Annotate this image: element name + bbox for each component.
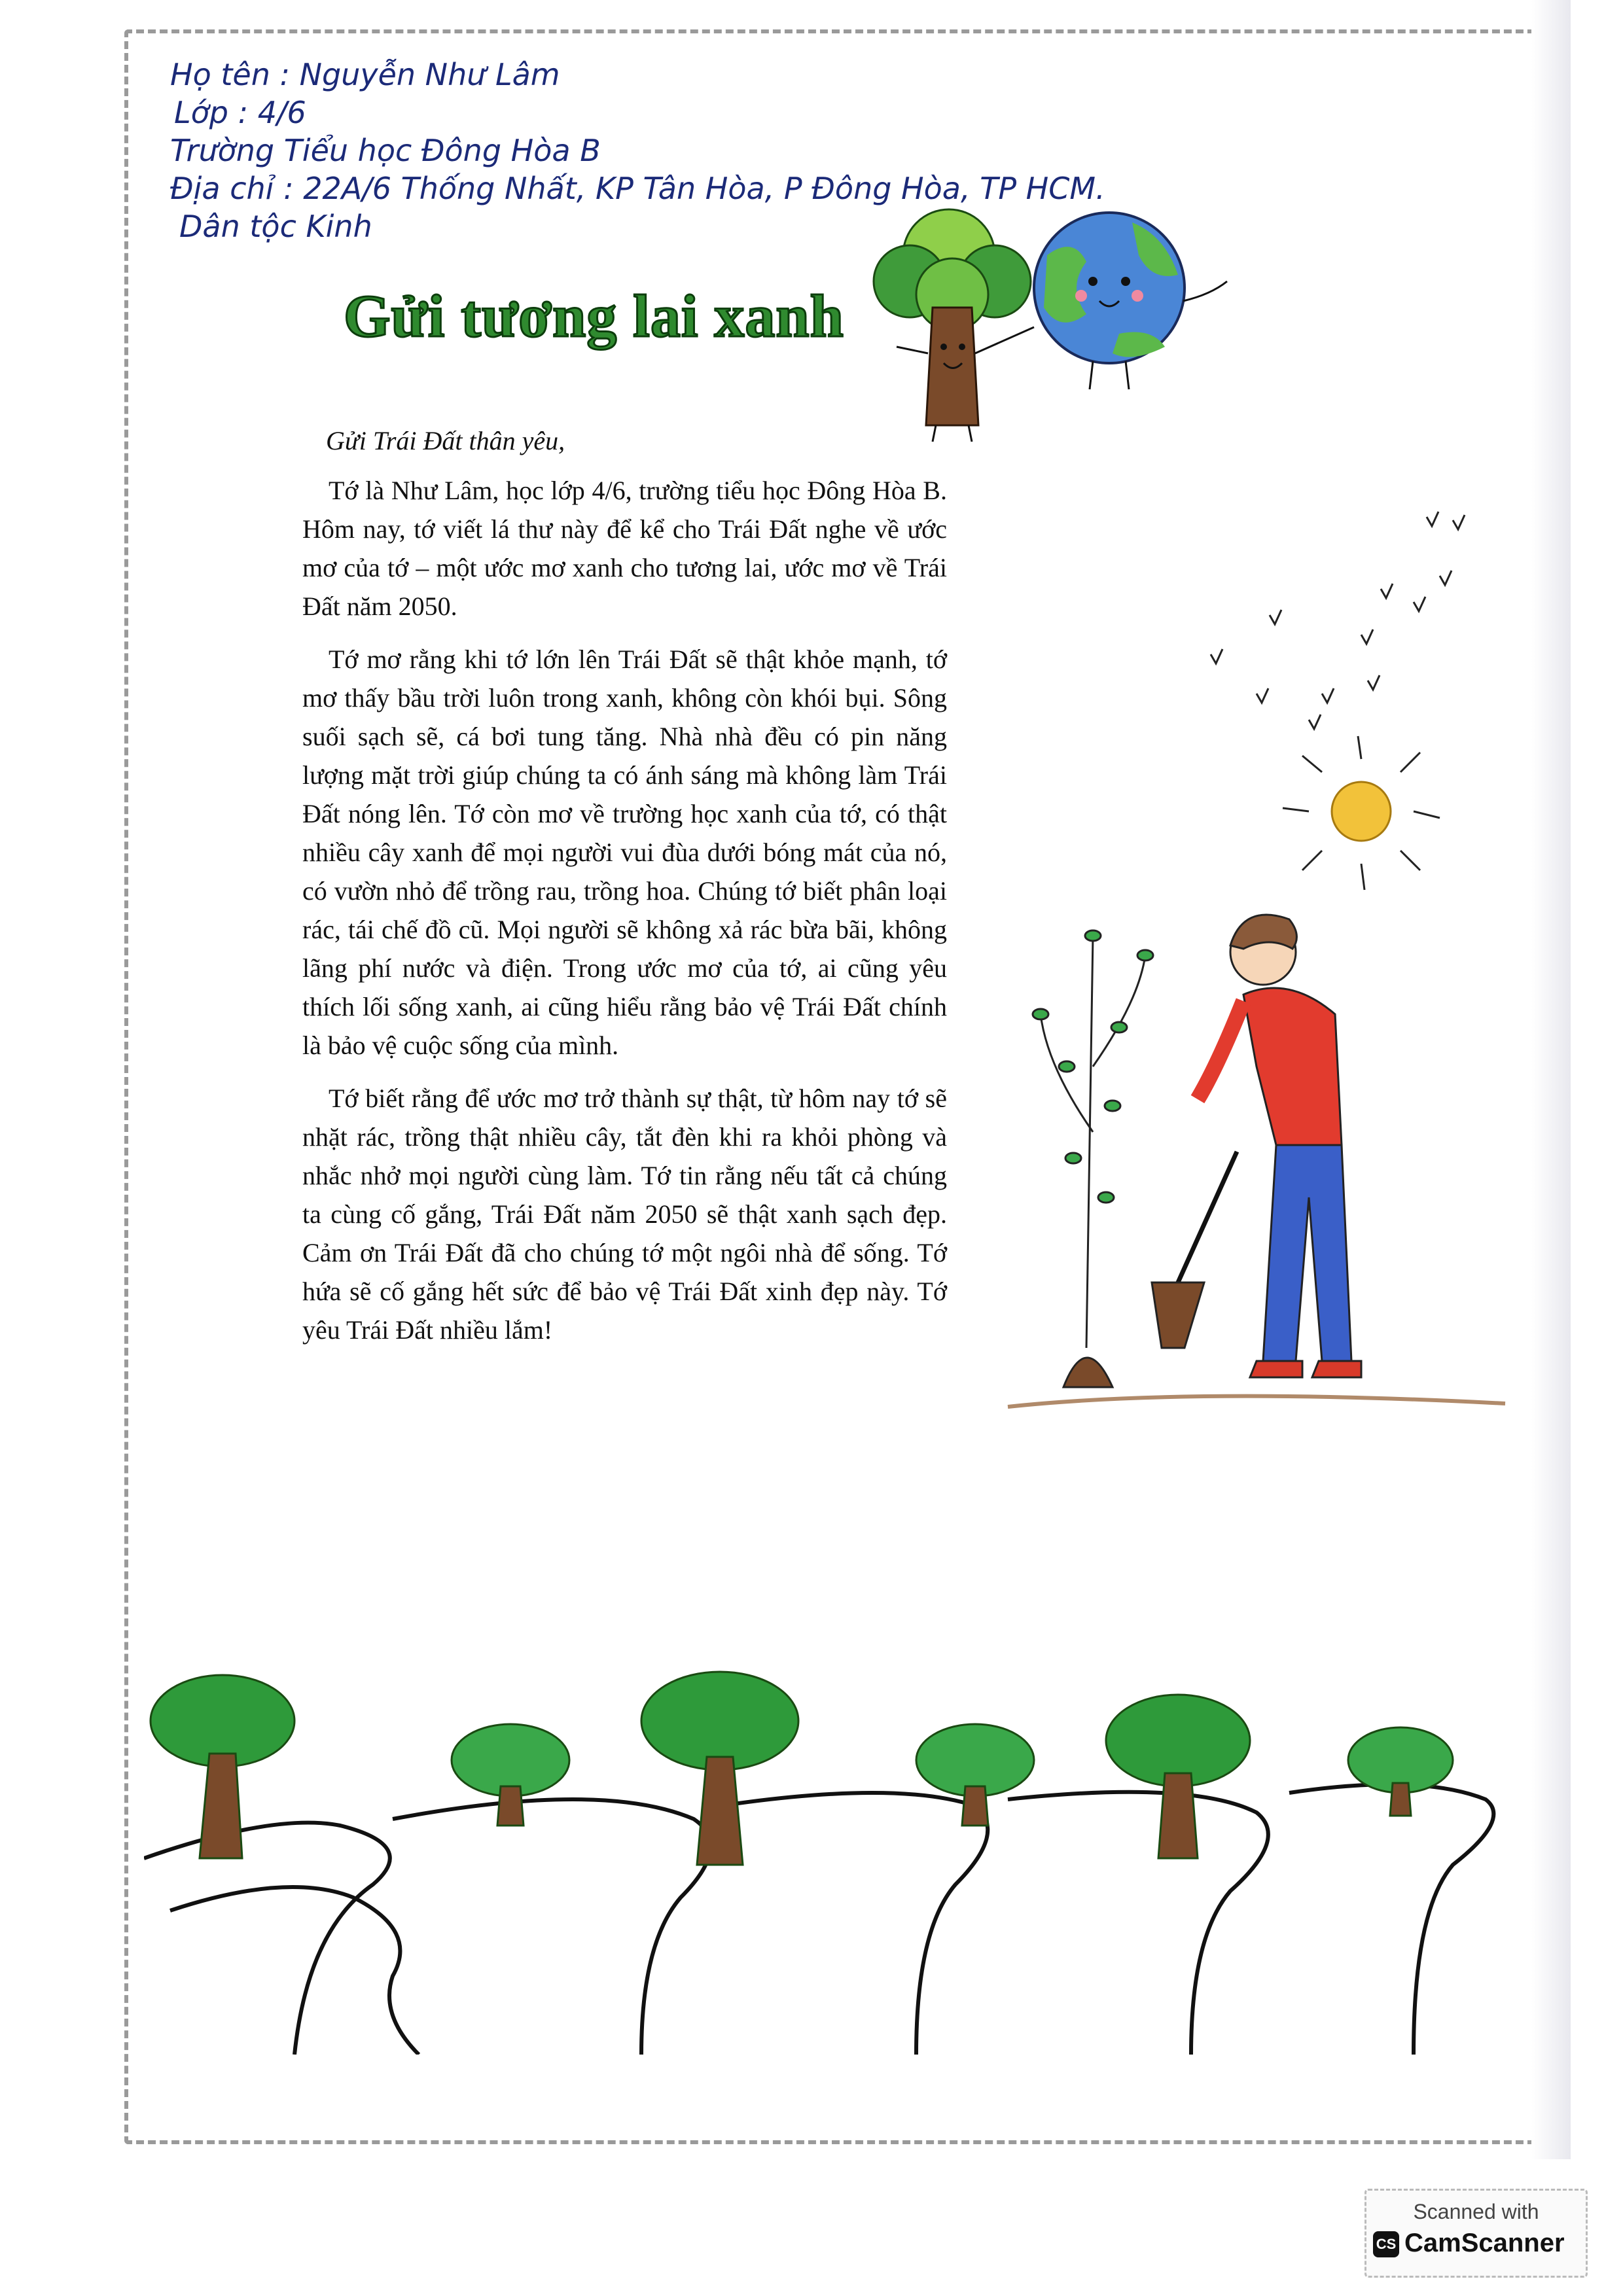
landscape-trees-roads-illustration bbox=[144, 1649, 1525, 2055]
landscape-tree-icon bbox=[151, 1675, 294, 1858]
landscape-tree-icon bbox=[641, 1672, 798, 1865]
student-address: Địa chỉ : 22A/6 Thống Nhất, KP Tân Hòa, P Đông Hòa, TP HCM. bbox=[170, 171, 1105, 206]
scan-edge-shadow bbox=[1531, 0, 1571, 2159]
camscanner-watermark bbox=[1364, 2189, 1588, 2278]
student-class: Lớp : 4/6 bbox=[174, 95, 306, 130]
letter-body bbox=[302, 471, 947, 1364]
watermark-caption: Scanned with bbox=[1413, 2200, 1539, 2223]
paragraph-3: Tớ biết rằng để ước mơ trở thành sự thật, từ hôm nay tớ sẽ nhặt rác, trồng thật nhiều cây, tắt đèn khi ra khỏi phòng và nhắc nhở mọi người cùng làm. Tớ tin rằng nếu tất cả chúng ta cùng cố gắng, Trái Đất năm 2050 sẽ thật xanh sạch đẹp. Cảm ơn Trái Đất đã cho chúng tớ một ngôi nhà để sống. Tớ hứa sẽ cố gắng hết sức để bảo vệ Trái Đất xinh đẹp này. Tớ yêu Trái Đất nhiều lắm! bbox=[302, 1084, 947, 1345]
paragraph-2: Tớ mơ rằng khi tớ lớn lên Trái Đất sẽ thật khỏe mạnh, tớ mơ thấy bầu trời luôn trong xanh, không còn khói bụi. Sông suối sạch sẽ, cá bơi tung tăng. Nhà nhà đều có pin năng lượng mặt trời giúp chúng ta có ánh sáng mà không làm Trái Đất nóng lên. Tớ còn mơ về trường học xanh của tớ, có thật nhiều cây xanh để mọi người vui đùa dưới bóng mát của nó, có vườn nhỏ để trồng rau, trồng hoa. Chúng tớ biết phân loại rác, tái chế đồ cũ. Mọi người sẽ không xả rác bừa bãi, không lãng phí nước và điện. Trong ước mơ của tớ, ai cũng yêu thích lối sống xanh, ai cũng hiểu rằng bảo vệ Trái Đất chính là bảo vệ cuộc sống của mình. bbox=[302, 645, 947, 1060]
letter-title: Gửi tương lai xanh bbox=[344, 283, 844, 349]
landscape-tree-icon bbox=[452, 1724, 569, 1826]
paragraph-1: Tớ là Như Lâm, học lớp 4/6, trường tiểu học Đông Hòa B. Hôm nay, tớ viết lá thư này để kể cho Trái Đất nghe về ước mơ của tớ – một ước mơ xanh cho tương lai, ước mơ về Trái Đất năm 2050. bbox=[302, 476, 947, 621]
boy-planting-tree-illustration bbox=[995, 478, 1518, 1472]
watermark-brand: CamScanner bbox=[1404, 2229, 1565, 2257]
road-lines-icon bbox=[144, 1784, 1493, 2055]
camscanner-logo-icon: CS bbox=[1373, 2231, 1399, 2257]
tree-mascot-icon bbox=[874, 209, 1034, 442]
sun-icon bbox=[1283, 736, 1440, 890]
landscape-tree-icon bbox=[1106, 1695, 1250, 1858]
ground-line bbox=[1008, 1396, 1505, 1407]
birds-icon bbox=[1211, 512, 1465, 729]
tree-and-earth-illustration bbox=[870, 183, 1270, 458]
boy-gardener-icon bbox=[1152, 915, 1361, 1377]
landscape-tree-icon bbox=[916, 1724, 1034, 1826]
student-name: Họ tên : Nguyễn Như Lâm bbox=[170, 57, 560, 92]
earth-mascot-icon bbox=[1034, 213, 1227, 389]
student-ethnicity: Dân tộc Kinh bbox=[179, 209, 372, 244]
letter-greeting: Gửi Trái Đất thân yêu, bbox=[326, 426, 565, 455]
landscape-tree-icon bbox=[1348, 1727, 1453, 1816]
sapling-icon bbox=[1033, 930, 1153, 1387]
student-school: Trường Tiểu học Đông Hòa B bbox=[170, 133, 601, 168]
